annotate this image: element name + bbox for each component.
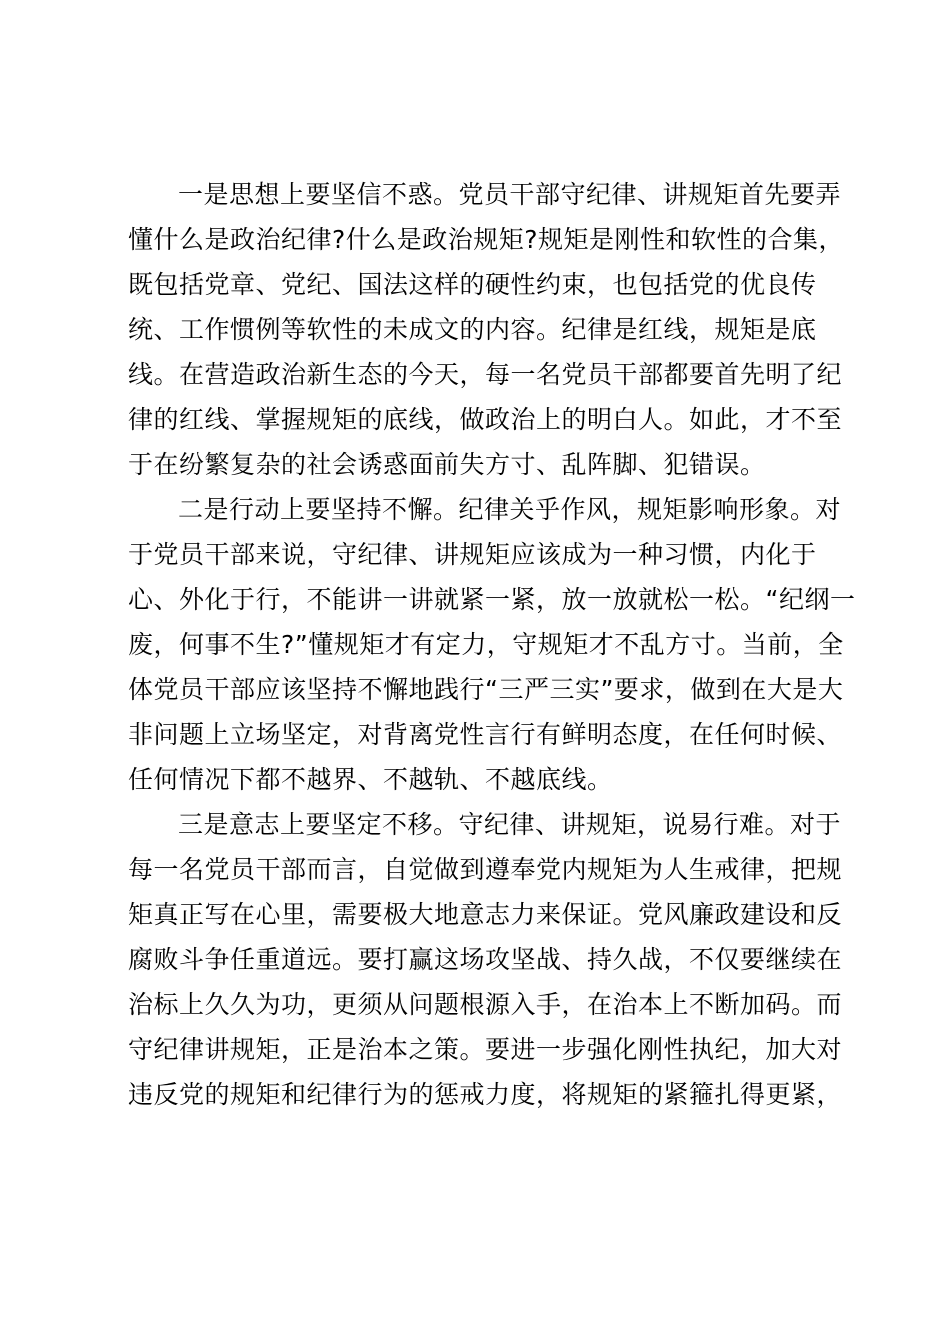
text-line: 治标上久久为功，更须从问题根源入手，在治本上不断加码。而 [128,990,843,1019]
paragraph-2 [128,487,856,802]
paragraph-3 [128,802,843,1117]
text-line: 腐败斗争任重道远。要打赢这场攻坚战、持久战，不仅要继续在 [128,945,843,974]
text-line: 律的红线、掌握规矩的底线，做政治上的明白人。如此，才不至 [128,405,843,434]
text-line: 于党员干部来说，守纪律、讲规矩应该成为一种习惯，内化于 [128,540,817,569]
text-line: 线。在营造政治新生态的今天，每一名党员干部都要首先明了纪 [128,360,843,389]
paragraph-1 [128,172,845,487]
text-line: 统、工作惯例等软性的未成文的内容。纪律是红线，规矩是底 [128,315,817,344]
text-line: 矩真正写在心里，需要极大地意志力来保证。党风廉政建设和反 [128,900,843,929]
text-line: 三是意志上要坚定不移。守纪律、讲规矩，说易行难。对于 [178,810,842,839]
text-line: 违反党的规矩和纪律行为的惩戒力度，将规矩的紧箍扎得更紧， [128,1080,843,1109]
text-line: 一是思想上要坚信不惑。党员干部守纪律、讲规矩首先要弄 [178,180,842,209]
text-line: 于在纷繁复杂的社会诱惑面前失方寸、乱阵脚、犯错误。 [128,450,766,479]
text-line: 体党员干部应该坚持不懈地践行“三严三实”要求，做到在大是大 [128,675,844,704]
text-line: 废，何事不生?”懂规矩才有定力，守规矩才不乱方寸。当前，全 [128,630,844,659]
text-line: 任何情况下都不越界、不越轨、不越底线。 [128,765,613,794]
text-line: 心、外化于行，不能讲一讲就紧一紧，放一放就松一松。“纪纲一 [128,585,856,614]
text-line: 非问题上立场坚定，对背离党性言行有鲜明态度，在任何时候、 [128,720,843,749]
text-line: 既包括党章、党纪、国法这样的硬性约束，也包括党的优良传 [128,270,817,299]
document-body [128,172,856,1117]
text-line: 二是行动上要坚持不懈。纪律关乎作风，规矩影响形象。对 [178,495,842,524]
text-line: 守纪律讲规矩，正是治本之策。要进一步强化刚性执纪，加大对 [128,1035,843,1064]
text-line: 每一名党员干部而言，自觉做到遵奉党内规矩为人生戒律，把规 [128,855,843,884]
text-line: 懂什么是政治纪律?什么是政治规矩?规矩是刚性和软性的合集， [128,225,845,254]
